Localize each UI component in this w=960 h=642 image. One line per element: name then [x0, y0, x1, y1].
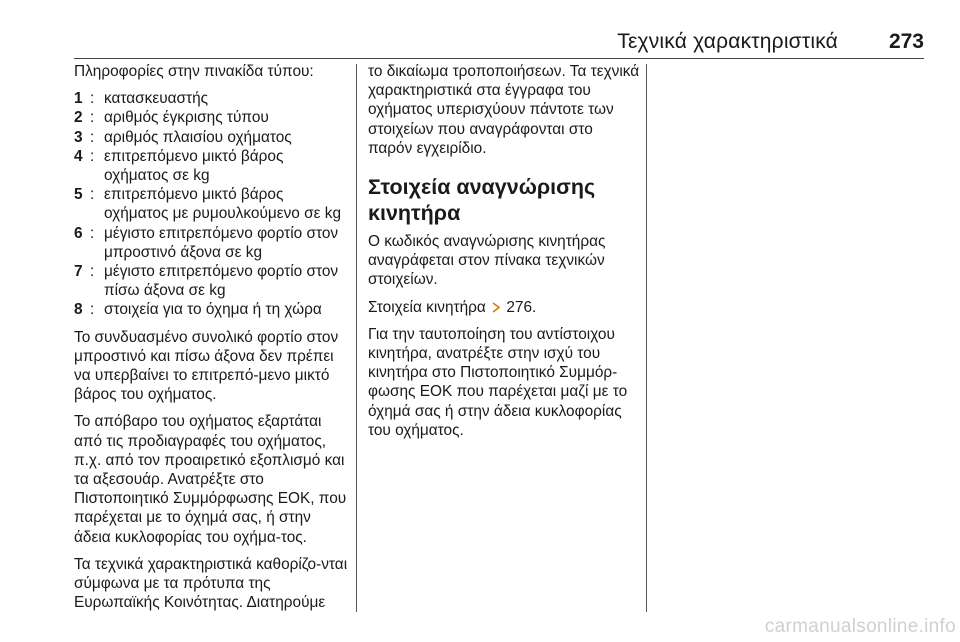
- item-separator: :: [90, 301, 95, 319]
- item-number: 5: [74, 186, 83, 204]
- item-separator: :: [90, 224, 95, 242]
- item-text: κατασκευαστής: [104, 90, 209, 108]
- column-divider: [356, 64, 357, 612]
- item-number: 1: [74, 90, 83, 108]
- plate-list-item: [74, 300, 350, 319]
- page-reference-arrow-icon: [492, 302, 500, 313]
- item-number: 4: [74, 147, 83, 165]
- cross-reference[interactable]: [368, 298, 640, 317]
- item-separator: :: [90, 186, 95, 204]
- page-header: [74, 30, 924, 56]
- item-text: επιτρεπόμενο μικτό βάρος οχήματος σε kg: [104, 147, 284, 185]
- item-number: 7: [74, 263, 83, 281]
- column-divider: [646, 64, 647, 612]
- paragraph: Το απόβαρο του οχήματος εξαρτάται από τις προδιαγραφές του οχήματος, π.χ. από τον προαιρετικό εξοπλισμό και τα αξεσουάρ. Ανατρέξτε στο Πιστοποιητικό Συμμόρφωσης ΕΟΚ, που παρέχεται με το όχημά σας, ή στην άδεια κυκλοφορίας του οχήμα-τος.: [74, 413, 347, 546]
- plate-list-item: [74, 108, 350, 127]
- plate-list-item: [74, 262, 350, 300]
- paragraph: Για την ταυτοποίηση του αντίστοιχου κινητήρα, ανατρέξτε στην ισχύ του κινητήρα στο Πιστοποιητικό Συμμόρ-φωσης ΕΟΚ που παρέχεται μαζί με το όχημά σας ή στην άδεια κυκλοφορίας του οχήματος.: [368, 325, 628, 439]
- item-text: αριθμός έγκρισης τύπου: [104, 109, 269, 127]
- item-text: μέγιστο επιτρεπόμενο φορτίο στον πίσω άξονα σε kg: [104, 263, 339, 300]
- paragraph-continued: το δικαίωμα τροποποιήσεων. Τα τεχνικά χαρακτηριστικά στα έγγραφα του οχήματος υπερισχύουν πάντοτε των στοιχείων που αναγράφονται στο παρόν εγχειρίδιο.: [368, 63, 640, 157]
- item-number: 8: [74, 301, 83, 319]
- item-text: στοιχεία για το όχημα ή τη χώρα: [104, 301, 322, 319]
- left-column: [74, 62, 350, 620]
- paragraph: Το συνδυασμένο συνολικό φορτίο στον μπροστινό και πίσω άξονα δεν πρέπει να υπερβαίνει το επιτρεπό-μενο μικτό βάρος του οχήματος.: [74, 328, 339, 404]
- item-separator: :: [90, 263, 95, 281]
- plate-list-item: [74, 147, 350, 185]
- paragraph: Τα τεχνικά χαρακτηριστικά καθορίζο-νται σύμφωνα με τα πρότυπα της Ευρωπαϊκής Κοινότητας. Διατηρούμε: [74, 555, 348, 612]
- section-heading: Στοιχεία αναγνώρισης κινητήρα: [368, 175, 596, 226]
- header-rule: [74, 58, 924, 59]
- page-title: Τεχνικά χαρακτηριστικά: [617, 30, 838, 53]
- middle-column: [368, 62, 640, 448]
- item-text: επιτρεπόμενο μικτό βάρος οχήματος με ρυμουλκούμενο σε kg: [104, 186, 342, 223]
- item-separator: :: [90, 147, 95, 165]
- item-number: 6: [74, 224, 83, 242]
- item-text: αριθμός πλαισίου οχήματος: [104, 128, 292, 146]
- watermark: carmanualsonline.info: [764, 616, 956, 637]
- reference-page: 276.: [506, 298, 537, 316]
- page-number: 273: [888, 30, 924, 53]
- plate-list-item: [74, 224, 350, 262]
- plate-list: [74, 89, 350, 319]
- plate-list-item: [74, 128, 350, 147]
- item-number: 2: [74, 109, 83, 127]
- item-separator: :: [90, 128, 95, 146]
- paragraph: Ο κωδικός αναγνώρισης κινητήρας αναγράφεται στον πίνακα τεχνικών στοιχείων.: [368, 233, 606, 289]
- plate-list-item: [74, 89, 350, 108]
- item-separator: :: [90, 90, 95, 108]
- reference-label: Στοιχεία κινητήρα: [368, 298, 486, 316]
- plate-list-item: [74, 185, 350, 223]
- item-separator: :: [90, 109, 95, 127]
- plate-intro: Πληροφορίες στην πινακίδα τύπου:: [74, 63, 314, 80]
- item-text: μέγιστο επιτρεπόμενο φορτίο στον μπροστινό άξονα σε kg: [104, 224, 339, 261]
- item-number: 3: [74, 128, 83, 146]
